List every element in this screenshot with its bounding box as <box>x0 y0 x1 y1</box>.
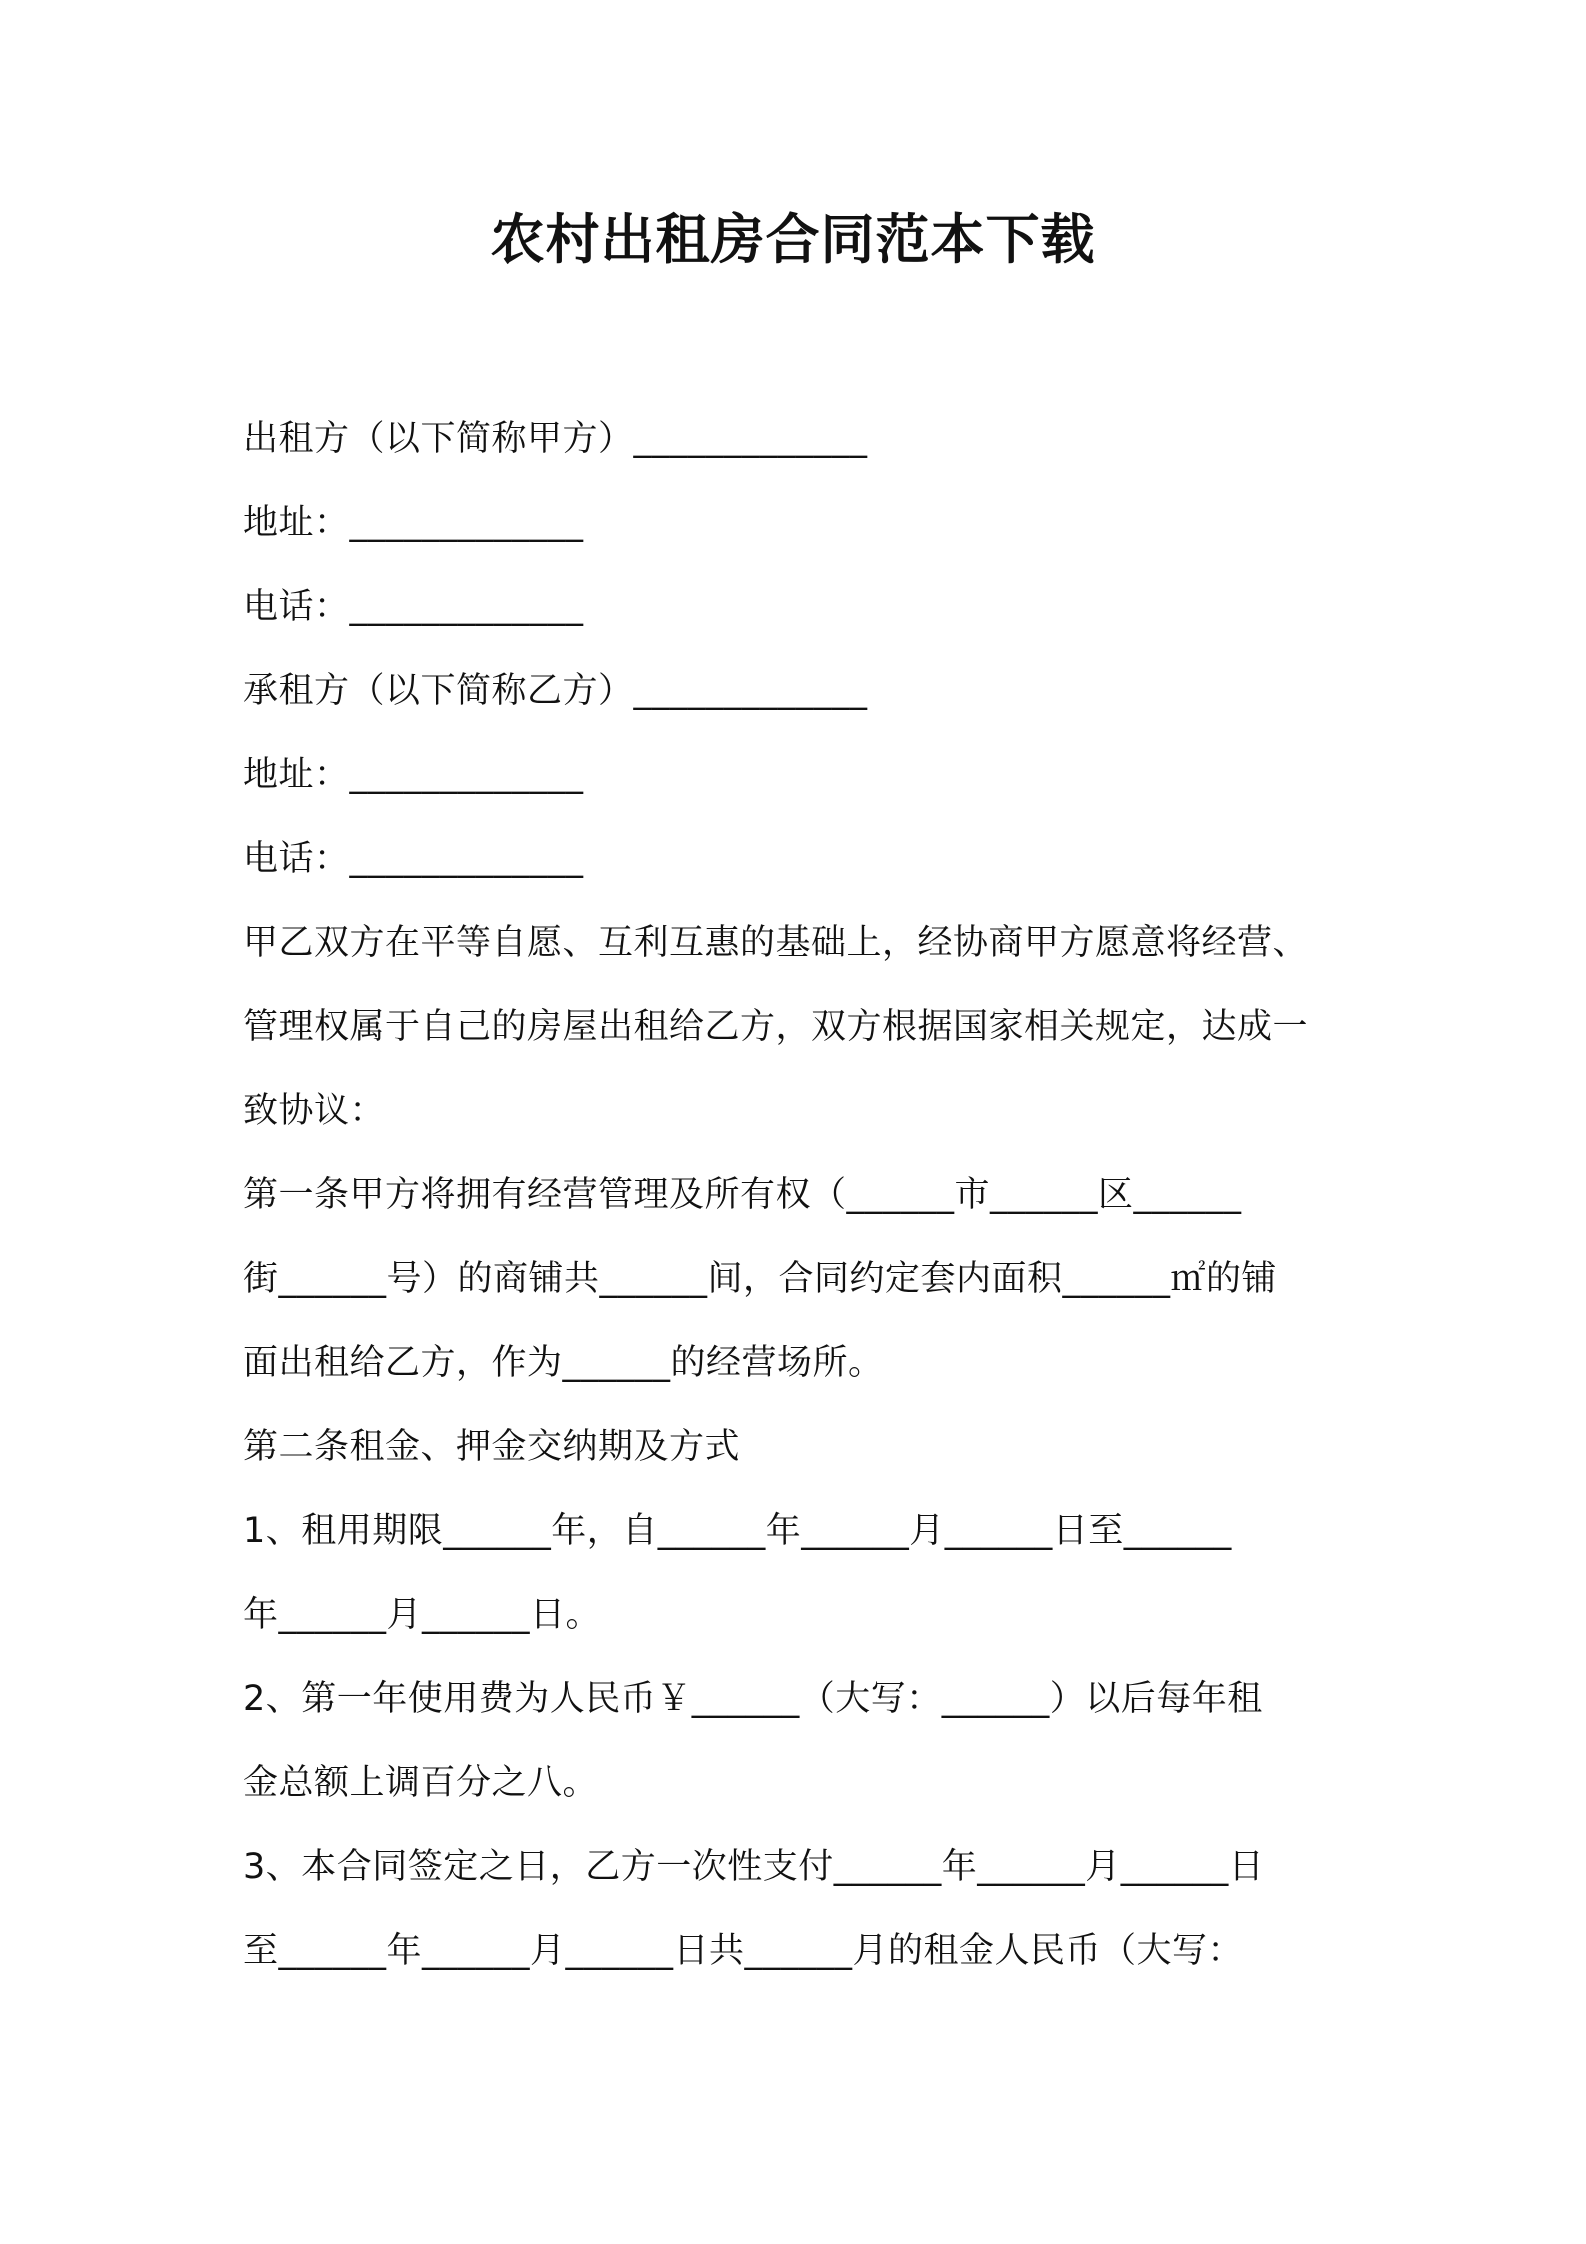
clause-2-line-2: 金总额上调百分之八。 <box>243 1763 599 1803</box>
article-2-heading: 第二条租金、押金交纳期及方式 <box>243 1427 741 1467</box>
clause-3-line-1: 3、本合同签定之日，乙方一次性支付______年______月______日 <box>243 1847 1265 1887</box>
article-1-line-1: 第一条甲方将拥有经营管理及所有权（______市______区______ <box>243 1175 1242 1215</box>
preamble-line-1: 甲乙双方在平等自愿、互利互惠的基础上，经协商甲方愿意将经营、 <box>243 923 1309 963</box>
clause-3-line-2: 至______年______月______日共______月的租金人民币（大写： <box>243 1931 1244 1971</box>
contract-body <box>243 397 1363 1993</box>
article-1-line-2: 街______号）的商铺共______间，合同约定套内面积______㎡的铺 <box>243 1259 1278 1299</box>
lessor-phone-line: 电话：_____________ <box>243 587 584 627</box>
lessee-address-line: 地址：_____________ <box>243 755 584 795</box>
clause-1-line-2: 年______月______日。 <box>243 1595 602 1635</box>
document-title: 农村出租房合同范本下载 <box>490 208 1096 271</box>
preamble-line-2: 管理权属于自己的房屋出租给乙方，双方根据国家相关规定，达成一 <box>243 1007 1309 1047</box>
article-1-line-3: 面出租给乙方，作为______的经营场所。 <box>243 1343 884 1383</box>
preamble-line-3: 致协议： <box>243 1091 386 1131</box>
lessee-phone-line: 电话：_____________ <box>243 839 584 879</box>
lessor-line: 出租方（以下简称甲方）_____________ <box>243 419 868 459</box>
clause-1-line-1: 1、租用期限______年，自______年______月______日至______ <box>243 1511 1232 1551</box>
clause-2-line-1: 2、第一年使用费为人民币￥______（大写：______）以后每年租 <box>243 1679 1263 1719</box>
lessee-line: 承租方（以下简称乙方）_____________ <box>243 671 868 711</box>
lessor-address-line: 地址：_____________ <box>243 503 584 543</box>
